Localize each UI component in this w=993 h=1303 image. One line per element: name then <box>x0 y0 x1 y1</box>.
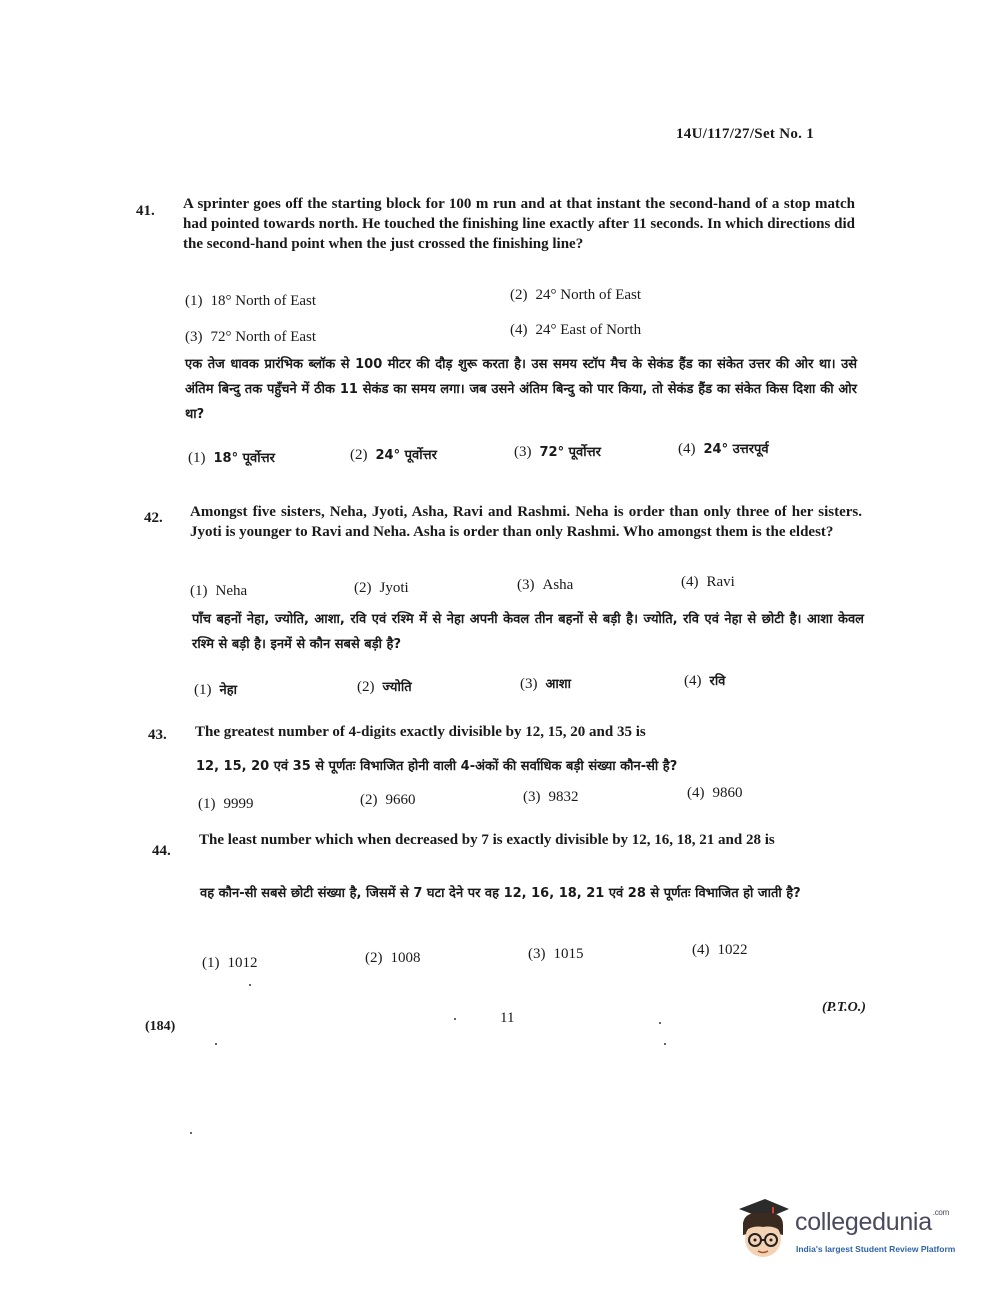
q43-hindi-text: 12, 15, 20 एवं 35 से पूर्णतः विभाजित होनी वाली 4-अंकों की सर्वाधिक बड़ी संख्या कौन-सी है? <box>196 759 678 774</box>
q41-option-4: (4) 24° East of North <box>510 322 642 338</box>
q41-hindi-option-1: (1) 18° पूर्वोत्तर <box>188 450 275 466</box>
q43-text: The greatest number of 4-digits exactly divisible by 12, 15, 20 and 35 is <box>195 724 646 740</box>
q42-option-3: (3) Asha <box>517 577 574 593</box>
q42-option-2: (2) Jyoti <box>354 580 409 596</box>
q44-number: 44. <box>152 843 171 859</box>
page-code: (184) <box>145 1019 176 1034</box>
q42-option-1: (1) Neha <box>190 583 248 599</box>
q43-option-4: (4) 9860 <box>687 785 743 801</box>
scan-speck <box>215 1043 217 1045</box>
pto-label: (P.T.O.) <box>822 1000 866 1015</box>
q41-option-2: (2) 24° North of East <box>510 287 642 303</box>
collegedunia-wordmark: collegedunia$^{.com}$ <box>795 1208 949 1236</box>
q44-hindi-text: वह कौन-सी सबसे छोटी संख्या है, जिसमें से 7 घटा देने पर वह 12, 16, 18, 21 एवं 28 से पूर्णतः विभाजित हो जाती है? <box>200 886 801 901</box>
q41-option-3: (3) 72° North of East <box>185 329 317 345</box>
scan-speck <box>454 1018 456 1020</box>
scan-speck <box>190 1132 192 1134</box>
q43-option-2: (2) 9660 <box>360 792 416 808</box>
q42-option-4: (4) Ravi <box>681 574 735 590</box>
q44-option-4: (4) 1022 <box>692 942 748 958</box>
scan-speck <box>664 1043 666 1045</box>
page-number: 11 <box>500 1010 515 1026</box>
q44-option-2: (2) 1008 <box>365 950 421 966</box>
q42-hindi-option-1: (1) नेहा <box>194 682 237 698</box>
collegedunia-tagline: India's largest Student Review Platform <box>796 1244 956 1254</box>
q41-hindi-option-2: (2) 24° पूर्वोत्तर <box>350 447 437 463</box>
q43-option-3: (3) 9832 <box>523 789 579 805</box>
q41-hindi-text: एक तेज धावक प्रारंभिक ब्लॉक से 100 मीटर की दौड़ शुरू करता है। उस समय स्टॉप मैच के सेकंड हैंड का संकेत उत्तर की ओर था। उसे अंतिम बिन्दु तक पहुँचने में ठीक 11 सेकंड का समय लगा। जब उसने अंतिम बिन्दु को पार किया, तो सेकंड हैंड का संकेत किस दिशा की ओर था? <box>185 357 857 422</box>
scan-speck <box>659 1022 661 1024</box>
q42-number: 42. <box>144 510 163 526</box>
q43-number: 43. <box>148 727 167 743</box>
set-number: 14U/117/27/Set No. 1 <box>676 126 815 142</box>
q42-text: Amongst five sisters, Neha, Jyoti, Asha, Ravi and Rashmi. Neha is order than only three of her sisters. Jyoti is younger to Ravi and Neha. Asha is order than only Rashmi. Who amongst them is the eldest? <box>190 504 862 540</box>
q41-number: 41. <box>136 203 155 219</box>
q42-hindi-option-3: (3) आशा <box>520 676 571 692</box>
q41-hindi-option-3: (3) 72° पूर्वोत्तर <box>514 444 601 460</box>
q42-hindi-option-2: (2) ज्योति <box>357 679 412 695</box>
scan-speck <box>249 984 251 986</box>
collegedunia-mascot-icon <box>733 1195 793 1261</box>
q44-text: The least number which when decreased by 7 is exactly divisible by 12, 16, 18, 21 and 28 is <box>199 832 775 848</box>
q43-option-1: (1) 9999 <box>198 796 254 812</box>
q44-option-3: (3) 1015 <box>528 946 584 962</box>
q42-hindi-text: पाँच बहनों नेहा, ज्योति, आशा, रवि एवं रश्मि में से नेहा अपनी केवल तीन बहनों से बड़ी है। ज्योति, रवि एवं नेहा से छोटी है। आशा केवल रश्मि से बड़ी है। इनमें से कौन सबसे बड़ी है? <box>192 612 864 652</box>
q41-option-1: (1) 18° North of East <box>185 293 317 309</box>
q41-hindi-option-4: (4) 24° उत्तरपूर्व <box>678 441 769 457</box>
q44-option-1: (1) 1012 <box>202 955 258 971</box>
q42-hindi-option-4: (4) रवि <box>684 673 726 689</box>
q41-text: A sprinter goes off the starting block for 100 m run and at that instant the second-hand of a stop match had pointed towards north. He touched the finishing line exactly after 11 seconds. In which directions did the second-hand point when the just crossed the finishing line? <box>183 196 855 252</box>
